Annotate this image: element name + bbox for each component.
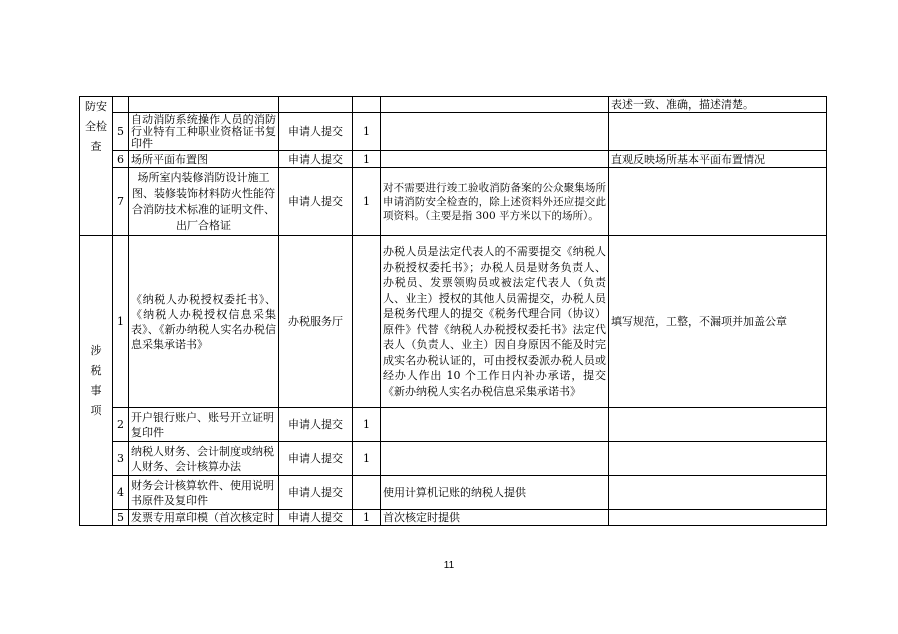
row-number — [113, 97, 129, 113]
table-row — [80, 510, 827, 526]
requirement-cell: 表述一致、准确，描述清楚。 — [609, 97, 827, 113]
method-cell: 申请人提交 — [279, 151, 353, 168]
page-number: 11 — [443, 560, 455, 571]
method-cell: 办税服务厅 — [279, 236, 353, 408]
requirement-cell — [609, 408, 827, 442]
material-cell: 发票专用章印模（首次核定时 — [129, 510, 279, 526]
count-cell: 1 — [353, 168, 381, 236]
row-number: 4 — [113, 476, 129, 510]
requirement-cell: 直观反映场所基本平面布置情况 — [609, 151, 827, 168]
count-cell — [353, 97, 381, 113]
table-row — [80, 442, 827, 476]
row-number: 2 — [113, 408, 129, 442]
material-cell: 自动消防系统操作人员的消防行业特有工种职业资格证书复印件 — [129, 113, 279, 151]
table-row — [80, 151, 827, 168]
count-cell — [353, 236, 381, 408]
table-row — [80, 97, 827, 113]
note-cell — [381, 97, 609, 113]
method-cell: 申请人提交 — [279, 113, 353, 151]
material-cell: 《纳税人办税授权委托书》、《纳税人办税授权信息采集表》、《新办纳税人实名办税信息采集承诺书》 — [129, 236, 279, 408]
requirement-cell — [609, 476, 827, 510]
row-number: 6 — [113, 151, 129, 168]
table-row — [80, 408, 827, 442]
row-number: 1 — [113, 236, 129, 408]
material-cell: 开户银行账户、账号开立证明复印件 — [129, 408, 279, 442]
method-cell: 申请人提交 — [279, 442, 353, 476]
count-cell: 1 — [353, 408, 381, 442]
note-cell: 首次核定时提供 — [381, 510, 609, 526]
method-cell — [279, 97, 353, 113]
count-cell: 1 — [353, 510, 381, 526]
row-number: 5 — [113, 510, 129, 526]
note-cell: 使用计算机记账的纳税人提供 — [381, 476, 609, 510]
note-cell — [381, 113, 609, 151]
requirement-cell — [609, 510, 827, 526]
material-cell: 纳税人财务、会计制度或纳税人财务、会计核算办法 — [129, 442, 279, 476]
requirement-cell — [609, 442, 827, 476]
material-cell: 财务会计核算软件、使用说明书原件及复印件 — [129, 476, 279, 510]
material-cell: 场所室内装修消防设计施工图、装修装饰材料防火性能符合消防技术标准的证明文件、出厂合格证 — [129, 168, 279, 236]
note-cell: 办税人员是法定代表人的不需要提交《纳税人办税授权委托书》；办税人员是财务负责人、办税员、发票领购员或被法定代表人（负责人、业主）授权的其他人员需提交，办税人员是税务代理人的提交《税务代理合同（协议）原件》代替《纳税人办税授权委托书》法定代表人（负责人、业主）因自身原因不能及时完成实名办税认证的，可由授权委派办税人员或经办人作出 10 个工作日内补办承诺，提交《新办纳税人实名办税信息采集承诺书》 — [381, 236, 609, 408]
section-label-fire: 防安全检查 — [80, 97, 113, 236]
table-row — [80, 476, 827, 510]
row-number: 7 — [113, 168, 129, 236]
table-row — [80, 236, 827, 408]
note-cell — [381, 442, 609, 476]
requirement-cell — [609, 168, 827, 236]
requirement-cell — [609, 113, 827, 151]
row-number: 5 — [113, 113, 129, 151]
method-cell: 申请人提交 — [279, 168, 353, 236]
method-cell: 申请人提交 — [279, 510, 353, 526]
section-label-tax: 涉税事项 — [80, 236, 113, 526]
row-number: 3 — [113, 442, 129, 476]
count-cell: 1 — [353, 442, 381, 476]
table-row — [80, 113, 827, 151]
table-row — [80, 168, 827, 236]
note-cell — [381, 408, 609, 442]
method-cell: 申请人提交 — [279, 476, 353, 510]
note-cell — [381, 151, 609, 168]
method-cell: 申请人提交 — [279, 408, 353, 442]
material-cell — [129, 97, 279, 113]
count-cell: 1 — [353, 113, 381, 151]
material-cell: 场所平面布置图 — [129, 151, 279, 168]
count-cell — [353, 476, 381, 510]
count-cell: 1 — [353, 151, 381, 168]
requirement-cell: 填写规范，工整，不漏项并加盖公章 — [609, 236, 827, 408]
note-cell: 对不需要进行竣工验收消防备案的公众聚集场所申请消防安全检查的，除上述资料外还应提交此项资料。（主要是指 300 平方米以下的场所）。 — [381, 168, 609, 236]
materials-table — [79, 96, 827, 526]
